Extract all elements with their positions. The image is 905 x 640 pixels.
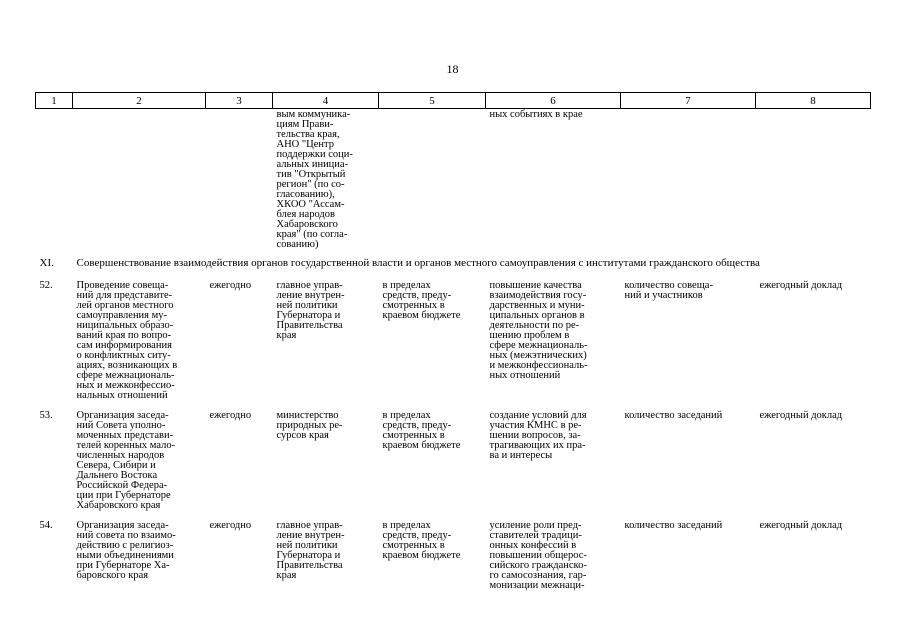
header-col-7: 7 [621, 93, 756, 109]
cell-line: Хабаровского края [76, 500, 161, 511]
cell-line: ний совета по взаимо- [76, 530, 176, 541]
cell-line: усиление роли пред- [489, 520, 582, 531]
cell-line: численных народов [76, 450, 165, 461]
cell-line: ных (межэтнических) [489, 350, 587, 361]
cell-line: министерство [276, 410, 339, 421]
header-col-2: 2 [73, 93, 206, 109]
cell-line: Севера, Сибири и [76, 460, 156, 471]
cell-line: главное управ- [276, 280, 343, 291]
cell-line: края [276, 570, 297, 581]
cell-line: Губернатора и [276, 310, 341, 321]
cell-line: телей коренных мало- [76, 440, 176, 451]
table-row [36, 277, 871, 407]
cell-line: действию с религиоз- [76, 540, 174, 551]
cell-line: смотренных в [382, 540, 445, 551]
cell-line: повышении общерос- [489, 550, 587, 561]
cell-line: шении вопросов, за- [489, 430, 581, 441]
cell-line: создание условий для [489, 410, 587, 421]
cell-line: ХКОО "Ассам- [276, 199, 345, 210]
row-indicator [621, 407, 756, 517]
cell-line: Проведение совеща- [76, 280, 169, 291]
cell-line: онных конфессий в [489, 540, 577, 551]
cell-line: ных отношений [489, 370, 561, 381]
cell-line: смотренных в [382, 430, 445, 441]
cell-line: ции при Губернаторе [76, 490, 171, 501]
row-result [486, 277, 621, 407]
cell-line: количество совеща- [624, 280, 713, 291]
cell-line: взаимодействия госу- [489, 290, 587, 301]
row-indicator [621, 517, 756, 597]
cell-line: Правительства [276, 320, 343, 331]
cell-line: шению проблем в [489, 330, 570, 341]
row-report: ежегодный доклад [759, 280, 843, 291]
table-row [36, 517, 871, 597]
cell-line: ными объединениями [76, 550, 174, 561]
cell-line: о конфликтных ситу- [76, 350, 171, 361]
section-title: Совершенствование взаимодействия органов государственной власти и органов местного самоуправления с институтами гражданского общества [76, 257, 760, 269]
cell-line: ление внутрен- [276, 290, 345, 301]
cell-line: и межконфессиональ- [489, 360, 588, 371]
continuation-result [486, 109, 621, 252]
cell-line: Организация заседа- [76, 520, 169, 531]
cell-line: регион" (по со- [276, 179, 345, 190]
row-executor [273, 407, 379, 517]
cell-line: количество заседаний [624, 410, 723, 421]
cell-line: Организация заседа- [76, 410, 169, 421]
row-measure [73, 277, 206, 407]
cell-line: средств, преду- [382, 420, 452, 431]
cell-line: тив "Открытый [276, 169, 346, 180]
row-indicator [621, 277, 756, 407]
cell-line: сурсов края [276, 430, 329, 441]
cell-line: дарственных и муни- [489, 300, 585, 311]
cell-line: ней политики [276, 540, 338, 551]
cell-line: ациях, возникающих в [76, 360, 178, 371]
row-measure [73, 407, 206, 517]
header-col-3: 3 [206, 93, 273, 109]
cell-line: в пределах [382, 410, 431, 421]
cell-line: ва и интересы [489, 450, 553, 461]
cell-line: Губернатора и [276, 550, 341, 561]
row-financing [379, 407, 486, 517]
plan-table [35, 92, 871, 597]
continuation-row [36, 109, 871, 252]
cell-line: ципальных органов в [489, 310, 585, 321]
cell-line: краевом бюджете [382, 550, 461, 561]
cell-line: сийского гражданско- [489, 560, 587, 571]
cell-line: ний для представите- [76, 290, 173, 301]
row-number: 53. [39, 410, 53, 421]
table-row [36, 407, 871, 517]
row-measure [73, 517, 206, 597]
cell-line: ваний края по вопро- [76, 330, 172, 341]
section-number: XI. [39, 257, 54, 269]
cell-line: ных событиях в крае [489, 109, 583, 120]
cell-line: трагивающих их пра- [489, 440, 586, 451]
cell-line: циям Прави- [276, 119, 334, 130]
cell-line: природных ре- [276, 420, 343, 431]
row-report: ежегодный доклад [759, 410, 843, 421]
cell-line: сфере межнациональ- [489, 340, 588, 351]
cell-line: тельства края, [276, 129, 340, 140]
header-col-4: 4 [273, 93, 379, 109]
cell-line: в пределах [382, 520, 431, 531]
cell-line: ление внутрен- [276, 530, 345, 541]
cell-line: ний Совета уполно- [76, 420, 166, 431]
cell-line: гласованию), [276, 189, 335, 200]
cell-line: вым коммуника- [276, 109, 351, 120]
cell-line: Российской Федера- [76, 480, 168, 491]
cell-line: краевом бюджете [382, 310, 461, 321]
cell-line: средств, преду- [382, 530, 452, 541]
cell-line: нальных отношений [76, 390, 168, 401]
row-number: 54. [39, 520, 53, 531]
cell-line: сфере межнациональ- [76, 370, 175, 381]
cell-line: главное управ- [276, 520, 343, 531]
cell-line: в пределах [382, 280, 431, 291]
row-term: ежегодно [209, 520, 252, 531]
cell-line: Дальнего Востока [76, 470, 158, 481]
cell-line: смотренных в [382, 300, 445, 311]
cell-line: сованию) [276, 239, 319, 250]
cell-line: Правительства [276, 560, 343, 571]
row-financing [379, 517, 486, 597]
cell-line: баровского края [76, 570, 149, 581]
section-row [36, 251, 871, 277]
cell-line: количество заседаний [624, 520, 723, 531]
cell-line: монизации межнаци- [489, 580, 585, 591]
row-executor [273, 517, 379, 597]
header-col-6: 6 [486, 93, 621, 109]
row-result [486, 407, 621, 517]
cell-line: го самосознания, гар- [489, 570, 587, 581]
cell-line: лей органов местного [76, 300, 174, 311]
cell-line: ниципальных образо- [76, 320, 174, 331]
cell-line: поддержки соци- [276, 149, 353, 160]
row-financing [379, 277, 486, 407]
cell-line: деятельности по ре- [489, 320, 580, 331]
row-term: ежегодно [209, 410, 252, 421]
cell-line: при Губернаторе Ха- [76, 560, 170, 571]
cell-line: альных инициа- [276, 159, 349, 170]
cell-line: края [276, 330, 297, 341]
cell-line: края" (по согла- [276, 229, 348, 240]
cell-line: повышение качества [489, 280, 582, 291]
cell-line: ставителей традици- [489, 530, 582, 541]
header-col-8: 8 [756, 93, 871, 109]
header-row [36, 93, 871, 109]
header-col-5: 5 [379, 93, 486, 109]
cell-line: блея народов [276, 209, 335, 220]
row-executor [273, 277, 379, 407]
header-col-1: 1 [36, 93, 73, 109]
cell-line: Хабаровского [276, 219, 338, 230]
row-number: 52. [39, 280, 53, 291]
row-term: ежегодно [209, 280, 252, 291]
page-number: 18 [446, 62, 459, 76]
row-result [486, 517, 621, 597]
cell-line: краевом бюджете [382, 440, 461, 451]
cell-line: ний и участников [624, 290, 703, 301]
cell-line: сам информирования [76, 340, 172, 351]
row-report: ежегодный доклад [759, 520, 843, 531]
cell-line: участия КМНС в ре- [489, 420, 582, 431]
cell-line: ней политики [276, 300, 338, 311]
cell-line: средств, преду- [382, 290, 452, 301]
cell-line: самоуправления му- [76, 310, 168, 321]
cell-line: ных и межконфессио- [76, 380, 175, 391]
continuation-executor [273, 109, 379, 252]
cell-line: моченных представи- [76, 430, 174, 441]
cell-line: АНО "Центр [276, 139, 334, 150]
